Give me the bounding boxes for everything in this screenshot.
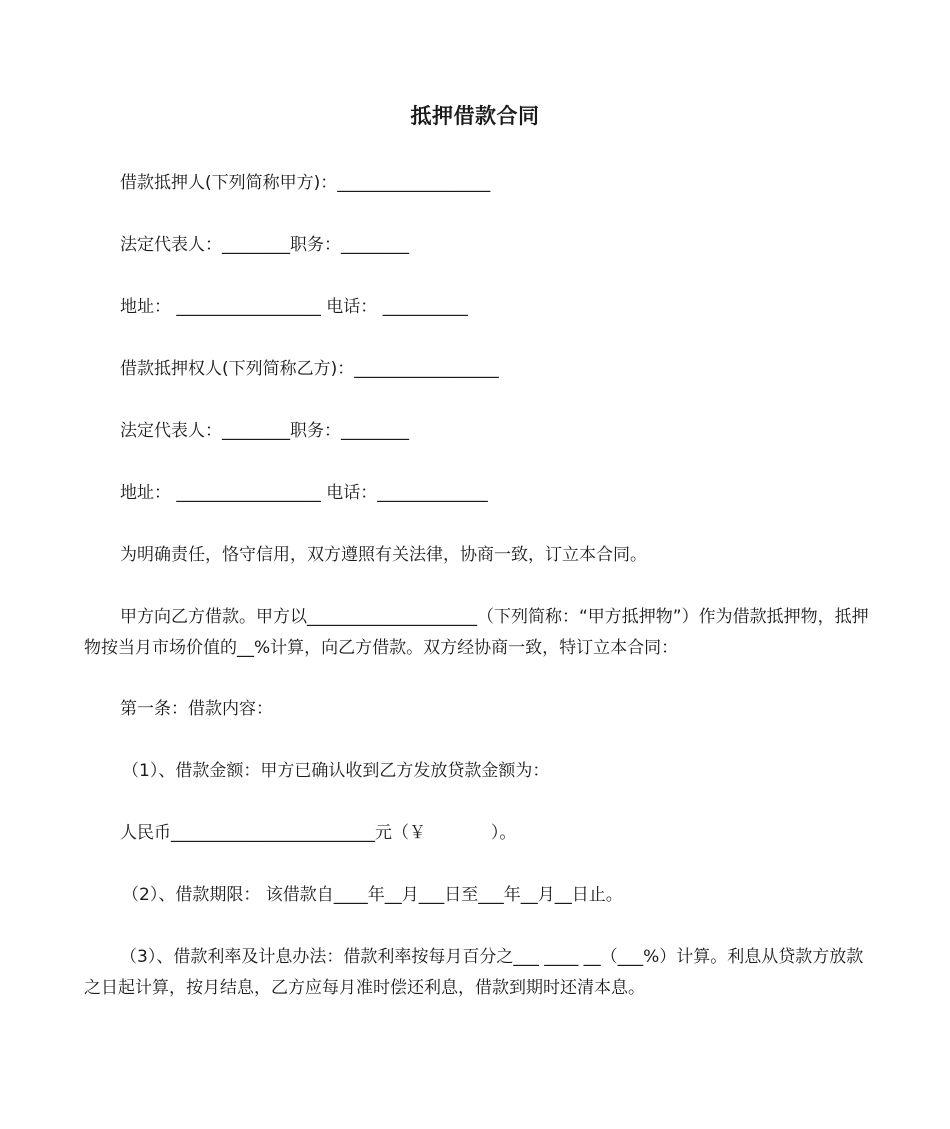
lender-representative-line: 法定代表人：________职务：________ [120,421,409,441]
collateral-paragraph: 甲方向乙方借款。甲方以____________________（下列简称：“甲方抵押物”）作为借款抵押物，抵押物按当月市场价值的__%计算，向乙方借款。双方经协商一致，特订立本合同： [84,607,869,658]
loan-amount-value: 人民币________________________元（￥ ）。 [120,823,517,843]
interest-rate-paragraph: （3）、借款利率及计息办法：借款利率按每月百分之___ ____ __（___%）计算。利息从贷款方放款之日起计算，按月结息，乙方应每月准时偿还利息，借款到期时还清本息。 [84,947,864,998]
purpose-statement: 为明确责任，恪守信用，双方遵照有关法律，协商一致，订立本合同。 [120,545,647,565]
lender-address-line: 地址： _________________ 电话：_____________ [120,483,488,503]
lender-line: 借款抵押权人(下列简称乙方)：_________________ [120,359,499,379]
loan-term-item: （2）、借款期限： 该借款自____年__月___日至___年__月__日止。 [122,885,623,905]
article-1-heading: 第一条：借款内容： [120,699,273,719]
borrower-representative-line: 法定代表人：________职务：________ [120,235,409,255]
borrower-address-line: 地址： _________________ 电话： __________ [120,297,468,317]
borrower-line: 借款抵押人(下列简称甲方)：__________________ [120,173,491,193]
document-title: 抵押借款合同 [410,104,540,128]
loan-amount-item: （1）、借款金额：甲方已确认收到乙方发放贷款金额为： [122,761,550,781]
